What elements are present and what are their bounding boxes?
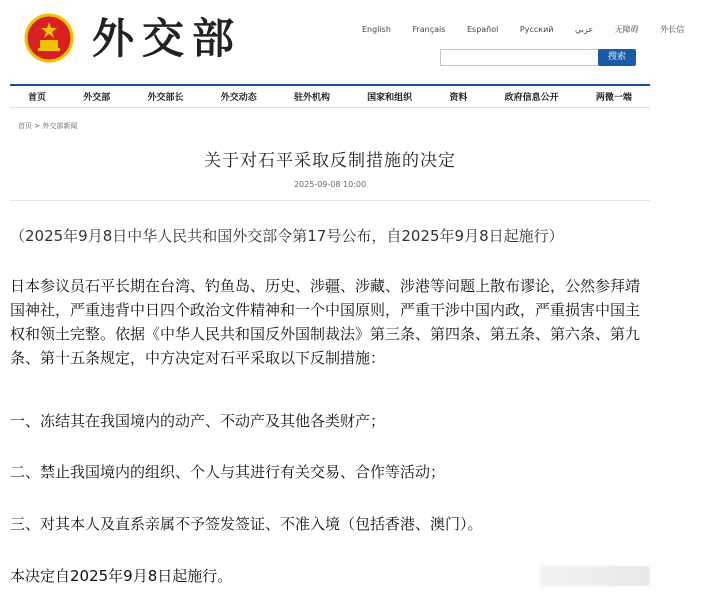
lang-russian-link[interactable]: Русский [519, 25, 554, 34]
lang-spanish-link[interactable]: Español [466, 25, 499, 34]
breadcrumb[interactable]: 首页 > 外交部新闻 [18, 122, 78, 130]
article-paragraph: 二、禁止我国境内的组织、个人与其进行有关交易、合作等活动； [10, 463, 446, 481]
nav-item-ministry[interactable]: 外交部 [83, 93, 111, 103]
search-button[interactable]: 搜索 [598, 49, 636, 66]
national-emblem-icon[interactable] [24, 13, 74, 63]
lang-french-link[interactable]: Français [412, 25, 446, 34]
lang-arabic-link[interactable]: عربي [575, 25, 594, 34]
nav-item-countries[interactable]: 国家和组织 [367, 93, 413, 103]
page-title: 关于对石平采取反制措施的决定 [204, 151, 456, 171]
nav-item-info-disclosure[interactable]: 政府信息公开 [504, 93, 559, 103]
nav-item-social[interactable]: 两微一端 [595, 93, 632, 103]
search-bar [440, 49, 636, 66]
article-paragraph: 本决定自2025年9月8日起施行。 [10, 567, 233, 585]
language-links [362, 24, 703, 35]
article-paragraph: （2025年9月8日中华人民共和国外交部令第17号公布，自2025年9月8日起施行） [10, 227, 564, 245]
site-logo-text[interactable]: 外交部 [92, 14, 243, 63]
nav-item-missions[interactable]: 驻外机构 [293, 93, 330, 103]
site-header [0, 0, 685, 84]
article-paragraph: 一、冻结其在我国境内的动产、不动产及其他各类财产； [10, 412, 386, 430]
minister-mailbox-link[interactable]: 外长信 [660, 25, 685, 34]
article-paragraph: 日本参议员石平长期在台湾、钓鱼岛、历史、涉疆、涉藏、涉港等问题上散布谬论，公然参拜靖国神社，严重违背中日四个政治文件精神和一个中国原则，严重干涉中国内政，严重损害中国主权和领土完整。依据《中华人民共和国反外国制裁法》第三条、第四条、第五条、第六条、第九条、第十五条规定，中方决定对石平采取以下反制措施： [10, 277, 641, 367]
divider [10, 200, 650, 201]
publish-date: 2025-09-08 10:00 [293, 180, 367, 189]
blurred-watermark [540, 566, 650, 586]
lang-english-link[interactable]: English [362, 25, 391, 34]
nav-item-home[interactable]: 首页 [28, 93, 47, 103]
nav-item-resources[interactable]: 资料 [449, 93, 468, 103]
nav-item-minister[interactable]: 外交部长 [147, 93, 184, 103]
accessibility-link[interactable]: 无障碍 [614, 25, 639, 34]
nav-item-news[interactable]: 外交动态 [220, 93, 257, 103]
article-paragraph: 三、对其本人及直系亲属不予签发签证、不准入境（包括香港、澳门）。 [10, 515, 483, 533]
search-input[interactable] [440, 49, 600, 66]
main-nav [10, 84, 650, 108]
